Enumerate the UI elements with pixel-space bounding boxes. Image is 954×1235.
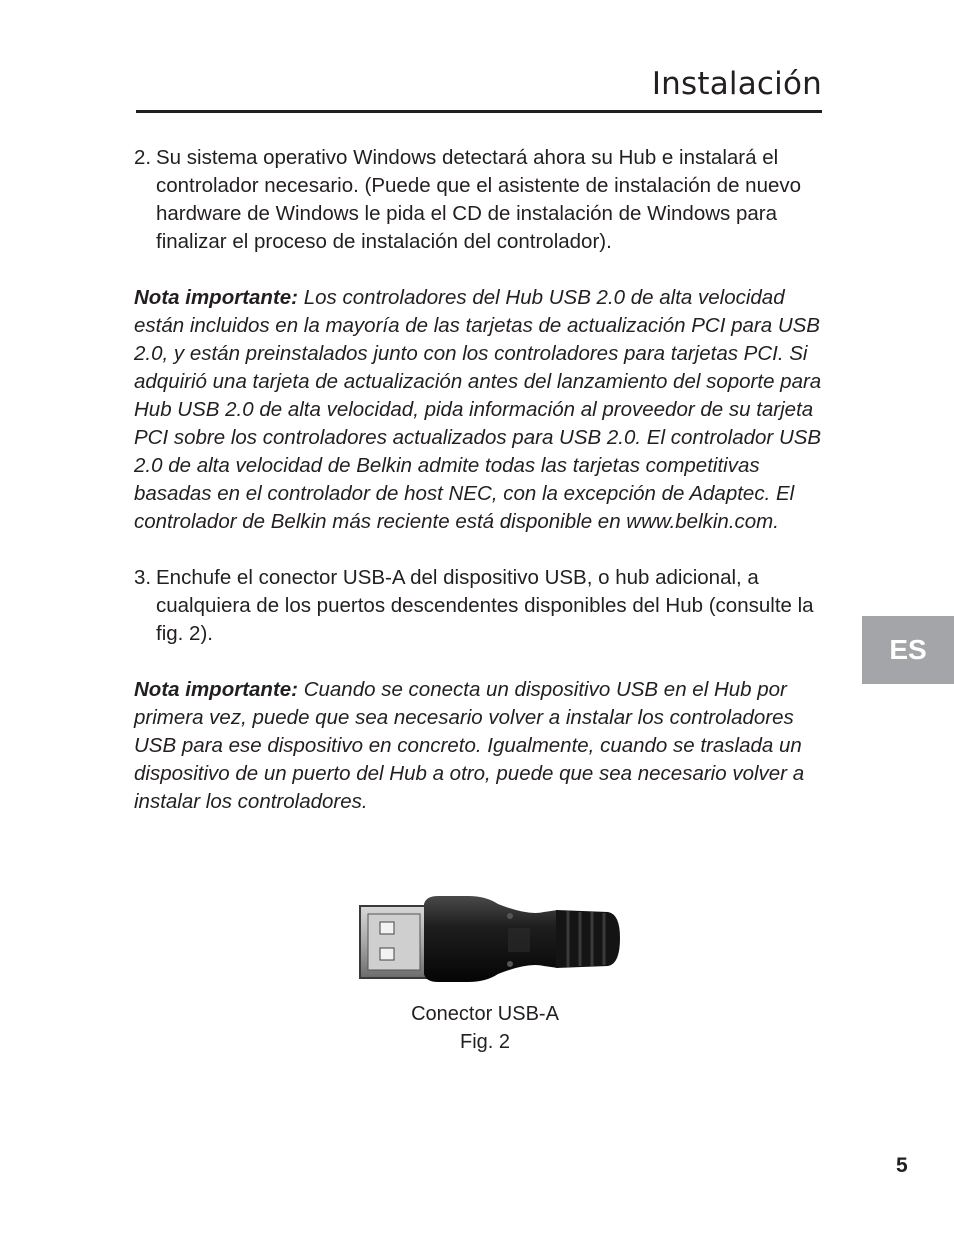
title-rule: [136, 110, 822, 113]
page-number: 5: [896, 1154, 908, 1177]
note-label: Nota importante:: [134, 286, 298, 309]
important-note-2: [134, 676, 824, 816]
step-3: [134, 564, 824, 648]
note-text: Los controladores del Hub USB 2.0 de alta velocidad están incluidos en la mayoría de las tarjetas de actualización PCI para USB 2.0, y están preinstalados junto con los controladores para tarjetas PCI. Si adquirió una tarjeta de actualización antes del lanzamiento del soporte para Hub USB 2.0 de alta velocidad, pida información al proveedor de su tarjeta PCI sobre los controladores actualizados para USB 2.0. El controlador USB 2.0 de alta velocidad de Belkin admite todas las tarjetas competitivas basadas en el controlador de host NEC, con la excepción de Adaptec. El controlador de Belkin más reciente está disponible en www.belkin.com.: [134, 286, 822, 533]
step-text: Su sistema operativo Windows detectará ahora su Hub e instalará el controlador necesario. (Puede que el asistente de instalación de nuevo hardware de Windows le pida el CD de instalación de Windows para finalizar el proceso de instalación del controlador).: [156, 146, 802, 253]
step-number: 3.: [134, 566, 152, 589]
page-title: Instalación: [651, 66, 822, 102]
note-label: Nota importante:: [134, 678, 298, 701]
step-2: [134, 144, 824, 256]
step-text: Enchufe el conector USB-A del dispositivo USB, o hub adicional, a cualquiera de los puertos descendentes disponibles del Hub (consulte la fig. 2).: [156, 566, 814, 645]
step-number: 2.: [134, 146, 152, 169]
figure-label: Fig. 2: [459, 1031, 511, 1053]
note-text: Cuando se conecta un dispositivo USB en el Hub por primera vez, puede que sea necesario volver a instalar los controladores USB para ese dispositivo en concreto. Igualmente, cuando se traslada un dispositivo de un puerto del Hub a otro, puede que sea necesario volver a instalar los controladores.: [134, 678, 805, 813]
usb-a-connector-image: [358, 892, 624, 989]
main-content: [134, 144, 824, 816]
caption-text: Conector USB-A: [411, 1003, 559, 1025]
language-tab: ES: [862, 616, 954, 684]
important-note-1: [134, 284, 824, 536]
usb-connector-icon: [358, 892, 624, 984]
figure-caption: [360, 1000, 610, 1056]
